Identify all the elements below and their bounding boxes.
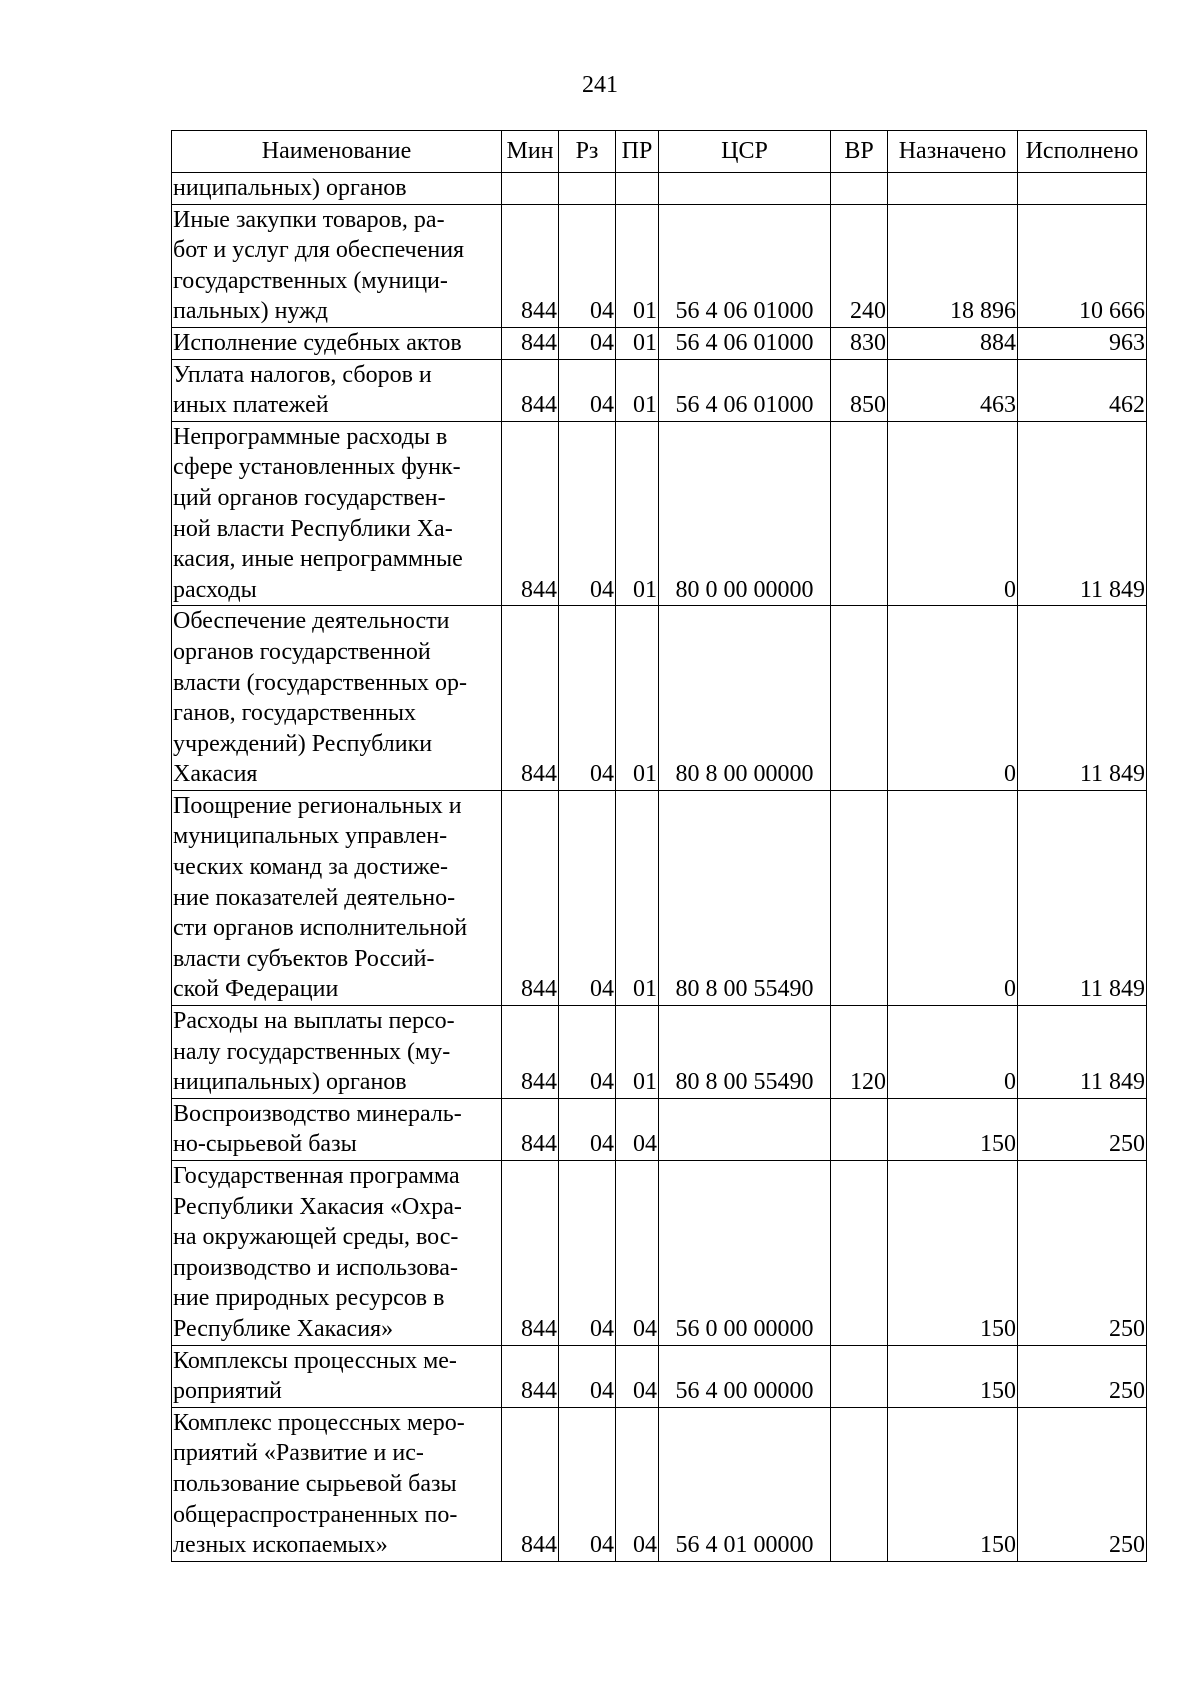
- cell-rz: 04: [559, 327, 616, 359]
- header-executed: Исполнено: [1018, 131, 1147, 173]
- cell-planned: 0: [888, 606, 1018, 791]
- cell-planned: 0: [888, 1006, 1018, 1099]
- cell-vr: [831, 1407, 888, 1561]
- cell-executed: 11 849: [1018, 606, 1147, 791]
- cell-planned: 150: [888, 1098, 1018, 1160]
- header-pr: ПР: [616, 131, 659, 173]
- table-row: [172, 790, 1147, 1005]
- cell-pr: 01: [616, 790, 659, 1005]
- header-planned: Назначено: [888, 131, 1018, 173]
- cell-csr: 56 0 00 00000: [659, 1161, 831, 1346]
- table-row: [172, 606, 1147, 791]
- cell-csr: 80 8 00 55490: [659, 1006, 831, 1099]
- cell-min: 844: [502, 1407, 559, 1561]
- cell-executed: 250: [1018, 1345, 1147, 1407]
- cell-csr: 56 4 06 01000: [659, 327, 831, 359]
- cell-name: Поощрение региональных и муниципальных управлен- ческих команд за достиже- ние показателей деятельно- сти органов исполнительной власти субъектов Россий- ской Федерации: [172, 790, 502, 1005]
- table-body: [172, 173, 1147, 1562]
- cell-min: 844: [502, 204, 559, 327]
- cell-executed: 250: [1018, 1407, 1147, 1561]
- cell-planned: 884: [888, 327, 1018, 359]
- cell-name: Комплексы процессных ме- роприятий: [172, 1345, 502, 1407]
- cell-name: Комплекс процессных меро- приятий «Развитие и ис- пользование сырьевой базы общераспространенных по- лезных ископаемых»: [172, 1407, 502, 1561]
- cell-csr: 56 4 06 01000: [659, 359, 831, 421]
- table-header-row: [172, 131, 1147, 173]
- cell-name: Непрограммные расходы в сфере установленных функ- ций органов государствен- ной власти Республики Ха- касия, иные непрограммные расходы: [172, 421, 502, 606]
- cell-vr: [831, 1098, 888, 1160]
- cell-rz: [559, 173, 616, 205]
- budget-table: [171, 130, 1147, 1562]
- table-row: [172, 173, 1147, 205]
- cell-rz: 04: [559, 1006, 616, 1099]
- cell-rz: 04: [559, 204, 616, 327]
- cell-vr: [831, 421, 888, 606]
- cell-vr: [831, 1345, 888, 1407]
- cell-pr: 01: [616, 1006, 659, 1099]
- table-row: [172, 327, 1147, 359]
- cell-min: 844: [502, 1098, 559, 1160]
- cell-name: Обеспечение деятельности органов государственной власти (государственных ор- ганов, государственных учреждений) Республики Хакасия: [172, 606, 502, 791]
- cell-pr: 04: [616, 1161, 659, 1346]
- cell-vr: 240: [831, 204, 888, 327]
- cell-rz: 04: [559, 606, 616, 791]
- cell-executed: [1018, 173, 1147, 205]
- cell-rz: 04: [559, 1161, 616, 1346]
- cell-csr: 80 0 00 00000: [659, 421, 831, 606]
- cell-min: 844: [502, 421, 559, 606]
- table-row: [172, 204, 1147, 327]
- cell-csr: [659, 1098, 831, 1160]
- table-row: [172, 1345, 1147, 1407]
- table-row: [172, 1407, 1147, 1561]
- cell-pr: 01: [616, 327, 659, 359]
- cell-vr: [831, 606, 888, 791]
- cell-csr: 80 8 00 55490: [659, 790, 831, 1005]
- cell-pr: 01: [616, 606, 659, 791]
- cell-name: Воспроизводство минераль- но-сырьевой базы: [172, 1098, 502, 1160]
- cell-planned: 0: [888, 421, 1018, 606]
- cell-planned: 150: [888, 1161, 1018, 1346]
- cell-vr: 850: [831, 359, 888, 421]
- cell-planned: 150: [888, 1345, 1018, 1407]
- cell-rz: 04: [559, 359, 616, 421]
- cell-csr: 56 4 06 01000: [659, 204, 831, 327]
- cell-name: ниципальных) органов: [172, 173, 502, 205]
- cell-planned: 463: [888, 359, 1018, 421]
- cell-min: [502, 173, 559, 205]
- cell-min: 844: [502, 1345, 559, 1407]
- cell-executed: 250: [1018, 1161, 1147, 1346]
- cell-min: 844: [502, 359, 559, 421]
- cell-executed: 10 666: [1018, 204, 1147, 327]
- cell-vr: [831, 173, 888, 205]
- cell-pr: 01: [616, 204, 659, 327]
- cell-pr: 04: [616, 1098, 659, 1160]
- cell-name: Расходы на выплаты персо- налу государственных (му- ниципальных) органов: [172, 1006, 502, 1099]
- header-rz: Рз: [559, 131, 616, 173]
- cell-vr: [831, 790, 888, 1005]
- cell-executed: 462: [1018, 359, 1147, 421]
- cell-csr: 56 4 00 00000: [659, 1345, 831, 1407]
- cell-pr: [616, 173, 659, 205]
- cell-rz: 04: [559, 1098, 616, 1160]
- cell-pr: 04: [616, 1407, 659, 1561]
- cell-min: 844: [502, 1161, 559, 1346]
- header-name: Наименование: [172, 131, 502, 173]
- cell-planned: [888, 173, 1018, 205]
- cell-name: Государственная программа Республики Хакасия «Охра- на окружающей среды, вос- производство и использова- ние природных ресурсов в Республике Хакасия»: [172, 1161, 502, 1346]
- header-vr: ВР: [831, 131, 888, 173]
- cell-min: 844: [502, 1006, 559, 1099]
- cell-csr: 56 4 01 00000: [659, 1407, 831, 1561]
- cell-name: Исполнение судебных актов: [172, 327, 502, 359]
- table-row: [172, 421, 1147, 606]
- header-min: Мин: [502, 131, 559, 173]
- cell-pr: 01: [616, 421, 659, 606]
- cell-executed: 11 849: [1018, 790, 1147, 1005]
- cell-min: 844: [502, 790, 559, 1005]
- cell-pr: 04: [616, 1345, 659, 1407]
- cell-executed: 963: [1018, 327, 1147, 359]
- table-row: [172, 359, 1147, 421]
- header-csr: ЦСР: [659, 131, 831, 173]
- cell-planned: 150: [888, 1407, 1018, 1561]
- cell-executed: 11 849: [1018, 421, 1147, 606]
- cell-planned: 0: [888, 790, 1018, 1005]
- table-row: [172, 1161, 1147, 1346]
- cell-rz: 04: [559, 421, 616, 606]
- cell-executed: 250: [1018, 1098, 1147, 1160]
- cell-rz: 04: [559, 1407, 616, 1561]
- cell-min: 844: [502, 327, 559, 359]
- cell-executed: 11 849: [1018, 1006, 1147, 1099]
- cell-vr: [831, 1161, 888, 1346]
- table-row: [172, 1098, 1147, 1160]
- table-row: [172, 1006, 1147, 1099]
- cell-name: Уплата налогов, сборов и иных платежей: [172, 359, 502, 421]
- cell-name: Иные закупки товаров, ра- бот и услуг для обеспечения государственных (муници- пальных) нужд: [172, 204, 502, 327]
- page-number: 241: [582, 72, 618, 98]
- cell-min: 844: [502, 606, 559, 791]
- cell-pr: 01: [616, 359, 659, 421]
- cell-rz: 04: [559, 1345, 616, 1407]
- cell-vr: 120: [831, 1006, 888, 1099]
- cell-csr: 80 8 00 00000: [659, 606, 831, 791]
- cell-rz: 04: [559, 790, 616, 1005]
- cell-csr: [659, 173, 831, 205]
- cell-vr: 830: [831, 327, 888, 359]
- cell-planned: 18 896: [888, 204, 1018, 327]
